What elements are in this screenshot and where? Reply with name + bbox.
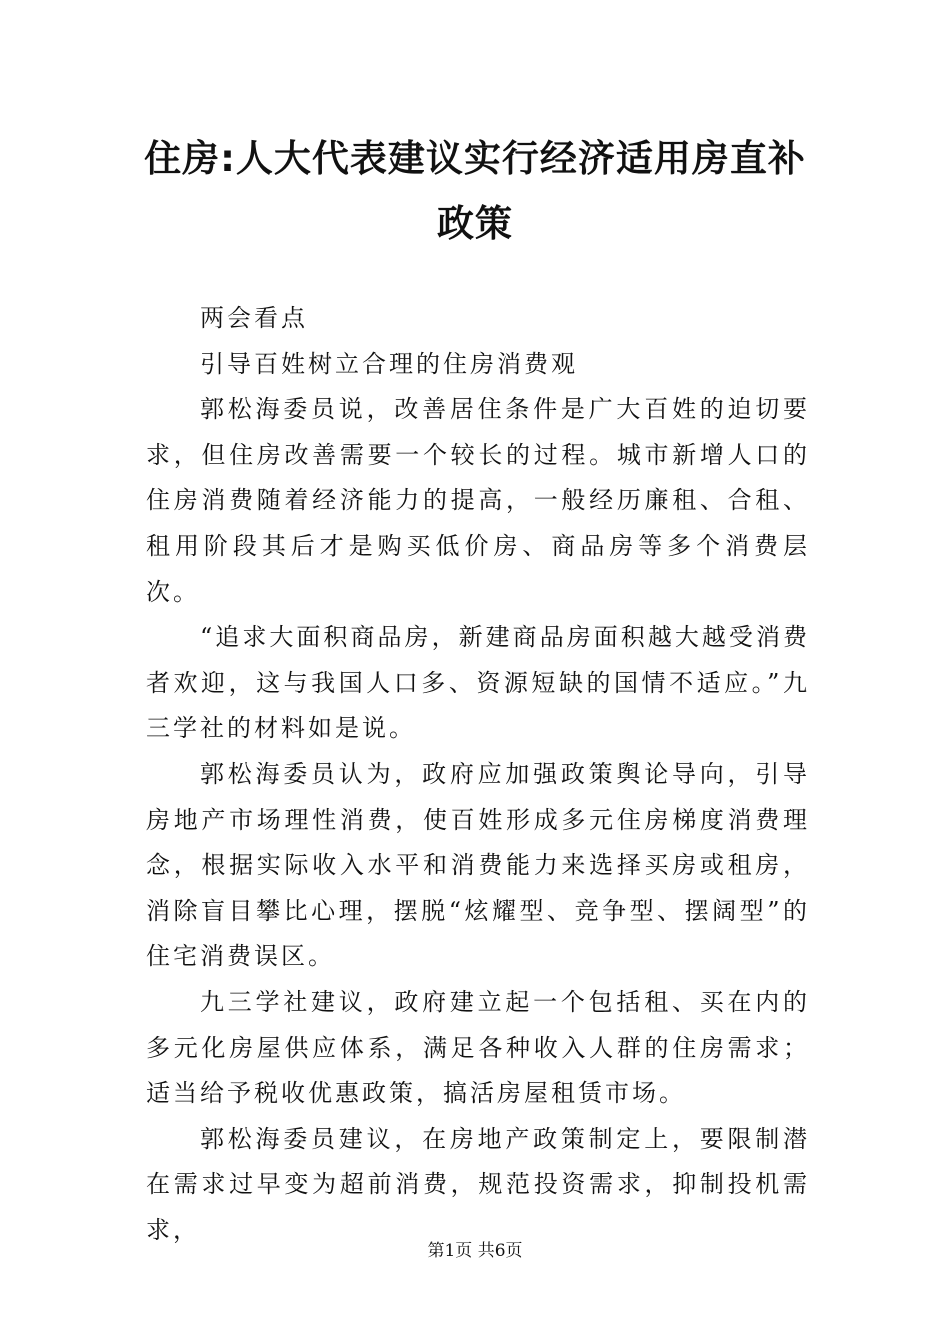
paragraph: 郭松海委员认为，政府应加强政策舆论导向，引导房地产市场理性消费，使百姓形成多元住房梯度消费理念，根据实际收入水平和消费能力来选择买房或租房，消除盲目攀比心理，摆脱“炫耀型、竞争型、摆阔型”的住宅消费误区。 [146, 759, 810, 971]
paragraph: 郭松海委员说，改善居住条件是广大百姓的迫切要求，但住房改善需要一个较长的过程。城市新增人口的住房消费随着经济能力的提高，一般经历廉租、合租、租用阶段其后才是购买低价房、商品房等多个消费层次。 [146, 395, 810, 606]
paragraph-section-heading: 两会看点 [200, 304, 308, 332]
document-title-line-1: 住房:人大代表建议实行经济适用房直补 [144, 137, 806, 180]
document-body [146, 296, 810, 1253]
paragraph: “追求大面积商品房，新建商品房面积越大越受消费者欢迎，这与我国人口多、资源短缺的国情不适应。”九三学社的材料如是说。 [146, 623, 810, 743]
paragraph: 九三学社建议，政府建立起一个包括租、买在内的多元化房屋供应体系，满足各种收入人群的住房需求；适当给予税收优惠政策，搞活房屋租赁市场。 [146, 987, 810, 1108]
paragraph: 郭松海委员建议，在房地产政策制定上，要限制潜在需求过早变为超前消费，规范投资需求，抑制投机需求， [146, 1124, 810, 1244]
paragraph-subheading: 引导百姓树立合理的住房消费观 [200, 349, 578, 378]
document-title-line-2: 政策 [437, 202, 513, 245]
page-number-footer: 第1页 共6页 [427, 1241, 523, 1261]
